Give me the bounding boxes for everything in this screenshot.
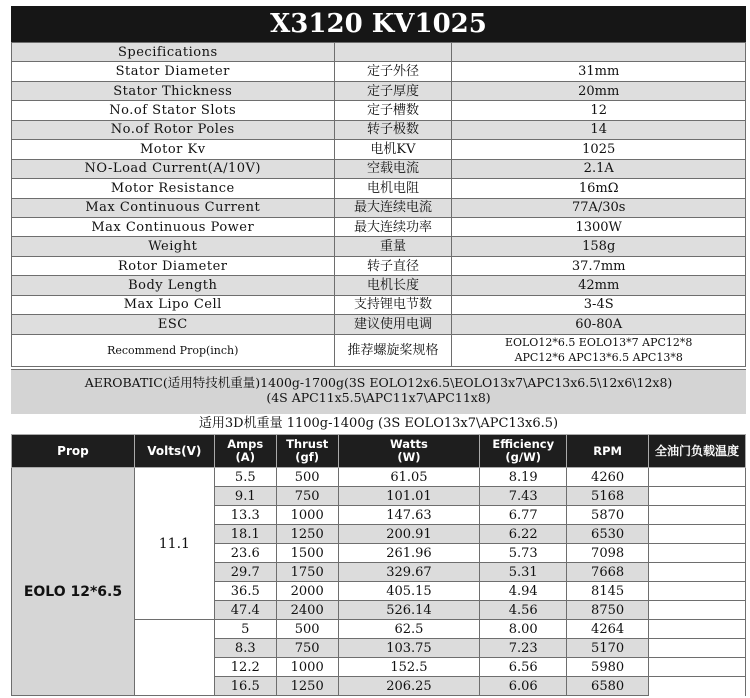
amps-cell: 12.2	[214, 658, 276, 677]
spec-value: 12	[452, 101, 746, 120]
aerobatic-note	[11, 369, 746, 414]
rpm-cell: 7668	[567, 563, 649, 582]
prop-name: EOLO 12*6.5	[12, 468, 135, 696]
col-efficiency	[480, 435, 567, 468]
thrust-cell: 1500	[276, 544, 338, 563]
watts-cell: 147.63	[338, 506, 480, 525]
temperature-cell	[649, 563, 746, 582]
spec-row	[12, 198, 746, 217]
table-row	[12, 468, 746, 487]
spec-label-cn: 重量	[334, 237, 452, 256]
spec-row	[12, 237, 746, 256]
temperature-cell	[649, 487, 746, 506]
rpm-cell: 4264	[567, 620, 649, 639]
temperature-cell	[649, 658, 746, 677]
spec-value: 77A/30s	[452, 198, 746, 217]
spec-header-blank	[452, 43, 746, 62]
spec-label-cn: 电机KV	[334, 140, 452, 159]
spec-row	[12, 140, 746, 159]
spec-row	[12, 295, 746, 314]
spec-value: 31mm	[452, 62, 746, 81]
col-volts: Volts(V)	[134, 435, 214, 468]
amps-cell: 18.1	[214, 525, 276, 544]
aerobatic-line-2: (4S APC11x5.5\APC11x7\APC11x8)	[266, 390, 491, 405]
spec-label-cn: 转子直径	[334, 256, 452, 275]
spec-row	[12, 81, 746, 100]
temperature-cell	[649, 544, 746, 563]
spec-value: 158g	[452, 237, 746, 256]
recommend-value-line-2: APC12*6 APC13*6.5 APC13*8	[514, 351, 683, 365]
thrust-cell: 1750	[276, 563, 338, 582]
spec-label-cn: 最大连续电流	[334, 198, 452, 217]
spec-label-cn: 空载电流	[334, 159, 452, 178]
spec-header: Specifications	[12, 43, 335, 62]
efficiency-cell: 6.06	[480, 677, 567, 696]
spec-value: 1025	[452, 140, 746, 159]
spec-label-en: Max Lipo Cell	[12, 295, 335, 314]
amps-cell: 36.5	[214, 582, 276, 601]
spec-value: 60-80A	[452, 315, 746, 334]
temperature-cell	[649, 468, 746, 487]
spec-row	[12, 101, 746, 120]
spec-value: 14	[452, 120, 746, 139]
spec-value: 20mm	[452, 81, 746, 100]
spec-row	[12, 120, 746, 139]
col-amps-unit: (A)	[235, 450, 255, 464]
recommend-prop-row	[12, 334, 746, 366]
3d-weight-note: 适用3D机重量 1100g-1400g (3S EOLO13x7\APC13x6.5)	[11, 414, 746, 434]
thrust-cell: 750	[276, 487, 338, 506]
spec-value: 42mm	[452, 276, 746, 295]
spec-row	[12, 62, 746, 81]
perf-header-row	[12, 435, 746, 468]
spec-value: 2.1A	[452, 159, 746, 178]
spec-value: 3-4S	[452, 295, 746, 314]
spec-row	[12, 315, 746, 334]
spec-label-cn: 建议使用电调	[334, 315, 452, 334]
thrust-cell: 1000	[276, 658, 338, 677]
efficiency-cell: 4.94	[480, 582, 567, 601]
efficiency-cell: 5.73	[480, 544, 567, 563]
rpm-cell: 5980	[567, 658, 649, 677]
thrust-cell: 1000	[276, 506, 338, 525]
rpm-cell: 7098	[567, 544, 649, 563]
volts-cell	[134, 620, 214, 696]
spec-table	[11, 42, 746, 367]
efficiency-cell: 8.19	[480, 468, 567, 487]
amps-cell: 9.1	[214, 487, 276, 506]
spec-header-row	[12, 43, 746, 62]
watts-cell: 526.14	[338, 601, 480, 620]
aerobatic-line-1: AEROBATIC(适用特技机重量)1400g-1700g(3S EOLO12x6.5\EOLO13x7\APC13x6.5\12x6\12x8)	[84, 375, 673, 390]
amps-cell: 5	[214, 620, 276, 639]
efficiency-cell: 6.56	[480, 658, 567, 677]
amps-cell: 8.3	[214, 639, 276, 658]
efficiency-cell: 5.31	[480, 563, 567, 582]
recommend-label-en: Recommend Prop(inch)	[12, 334, 335, 366]
rpm-cell: 6580	[567, 677, 649, 696]
recommend-value-line-1: EOLO12*6.5 EOLO13*7 APC12*8	[504, 336, 693, 350]
spec-label-cn: 定子外径	[334, 62, 452, 81]
temperature-cell	[649, 506, 746, 525]
spec-row	[12, 159, 746, 178]
spec-label-cn: 最大连续功率	[334, 217, 452, 236]
col-thrust-label: Thrust	[286, 437, 329, 451]
spec-label-en: NO-Load Current(A/10V)	[12, 159, 335, 178]
spec-label-cn: 电机长度	[334, 276, 452, 295]
spec-label-en: Max Continuous Power	[12, 217, 335, 236]
spec-label-en: Motor Resistance	[12, 179, 335, 198]
thrust-cell: 750	[276, 639, 338, 658]
col-amps-label: Amps	[227, 437, 264, 451]
col-temperature: 全油门负载温度	[649, 435, 746, 468]
spec-label-en: ESC	[12, 315, 335, 334]
thrust-cell: 2400	[276, 601, 338, 620]
spec-value: 16mΩ	[452, 179, 746, 198]
amps-cell: 23.6	[214, 544, 276, 563]
temperature-cell	[649, 639, 746, 658]
spec-label-cn: 定子厚度	[334, 81, 452, 100]
spec-label-en: No.of Stator Slots	[12, 101, 335, 120]
spec-value: 37.7mm	[452, 256, 746, 275]
spec-header-blank	[334, 43, 452, 62]
col-efficiency-unit: (g/W)	[505, 450, 542, 464]
spec-row	[12, 256, 746, 275]
col-amps	[214, 435, 276, 468]
rpm-cell: 8145	[567, 582, 649, 601]
amps-cell: 29.7	[214, 563, 276, 582]
amps-cell: 16.5	[214, 677, 276, 696]
watts-cell: 206.25	[338, 677, 480, 696]
temperature-cell	[649, 620, 746, 639]
watts-cell: 329.67	[338, 563, 480, 582]
spec-label-cn: 电机电阻	[334, 179, 452, 198]
thrust-cell: 1250	[276, 525, 338, 544]
rpm-cell: 8750	[567, 601, 649, 620]
recommend-label-cn: 推荐螺旋桨规格	[334, 334, 452, 366]
spec-row	[12, 276, 746, 295]
efficiency-cell: 7.23	[480, 639, 567, 658]
efficiency-cell: 7.43	[480, 487, 567, 506]
col-watts-label: Watts	[390, 437, 428, 451]
watts-cell: 62.5	[338, 620, 480, 639]
page-title: X3120 KV1025	[11, 6, 746, 42]
watts-cell: 200.91	[338, 525, 480, 544]
amps-cell: 13.3	[214, 506, 276, 525]
thrust-cell: 500	[276, 468, 338, 487]
temperature-cell	[649, 525, 746, 544]
spec-label-en: Stator Thickness	[12, 81, 335, 100]
spec-label-en: No.of Rotor Poles	[12, 120, 335, 139]
spec-row	[12, 217, 746, 236]
spec-value: 1300W	[452, 217, 746, 236]
spec-label-cn: 定子槽数	[334, 101, 452, 120]
col-prop: Prop	[12, 435, 135, 468]
spec-label-cn: 支持锂电节数	[334, 295, 452, 314]
rpm-cell: 5168	[567, 487, 649, 506]
rpm-cell: 6530	[567, 525, 649, 544]
recommend-value	[452, 334, 746, 366]
amps-cell: 5.5	[214, 468, 276, 487]
efficiency-cell: 6.77	[480, 506, 567, 525]
watts-cell: 103.75	[338, 639, 480, 658]
watts-cell: 61.05	[338, 468, 480, 487]
efficiency-cell: 8.00	[480, 620, 567, 639]
spec-label-en: Stator Diameter	[12, 62, 335, 81]
spec-label-en: Body Length	[12, 276, 335, 295]
efficiency-cell: 6.22	[480, 525, 567, 544]
spec-label-cn: 转子极数	[334, 120, 452, 139]
thrust-cell: 2000	[276, 582, 338, 601]
temperature-cell	[649, 582, 746, 601]
spec-label-en: Weight	[12, 237, 335, 256]
spec-label-en: Motor Kv	[12, 140, 335, 159]
col-efficiency-label: Efficiency	[492, 437, 555, 451]
col-thrust	[276, 435, 338, 468]
watts-cell: 101.01	[338, 487, 480, 506]
performance-table	[11, 434, 746, 696]
temperature-cell	[649, 677, 746, 696]
watts-cell: 261.96	[338, 544, 480, 563]
rpm-cell: 5170	[567, 639, 649, 658]
rpm-cell: 4260	[567, 468, 649, 487]
watts-cell: 152.5	[338, 658, 480, 677]
col-thrust-unit: (gf)	[295, 450, 320, 464]
col-watts	[338, 435, 480, 468]
thrust-cell: 500	[276, 620, 338, 639]
thrust-cell: 1250	[276, 677, 338, 696]
spec-label-en: Max Continuous Current	[12, 198, 335, 217]
temperature-cell	[649, 601, 746, 620]
watts-cell: 405.15	[338, 582, 480, 601]
spec-label-en: Rotor Diameter	[12, 256, 335, 275]
volts-cell: 11.1	[134, 468, 214, 620]
amps-cell: 47.4	[214, 601, 276, 620]
efficiency-cell: 4.56	[480, 601, 567, 620]
rpm-cell: 5870	[567, 506, 649, 525]
spec-row	[12, 179, 746, 198]
col-rpm: RPM	[567, 435, 649, 468]
col-watts-unit: (W)	[397, 450, 421, 464]
